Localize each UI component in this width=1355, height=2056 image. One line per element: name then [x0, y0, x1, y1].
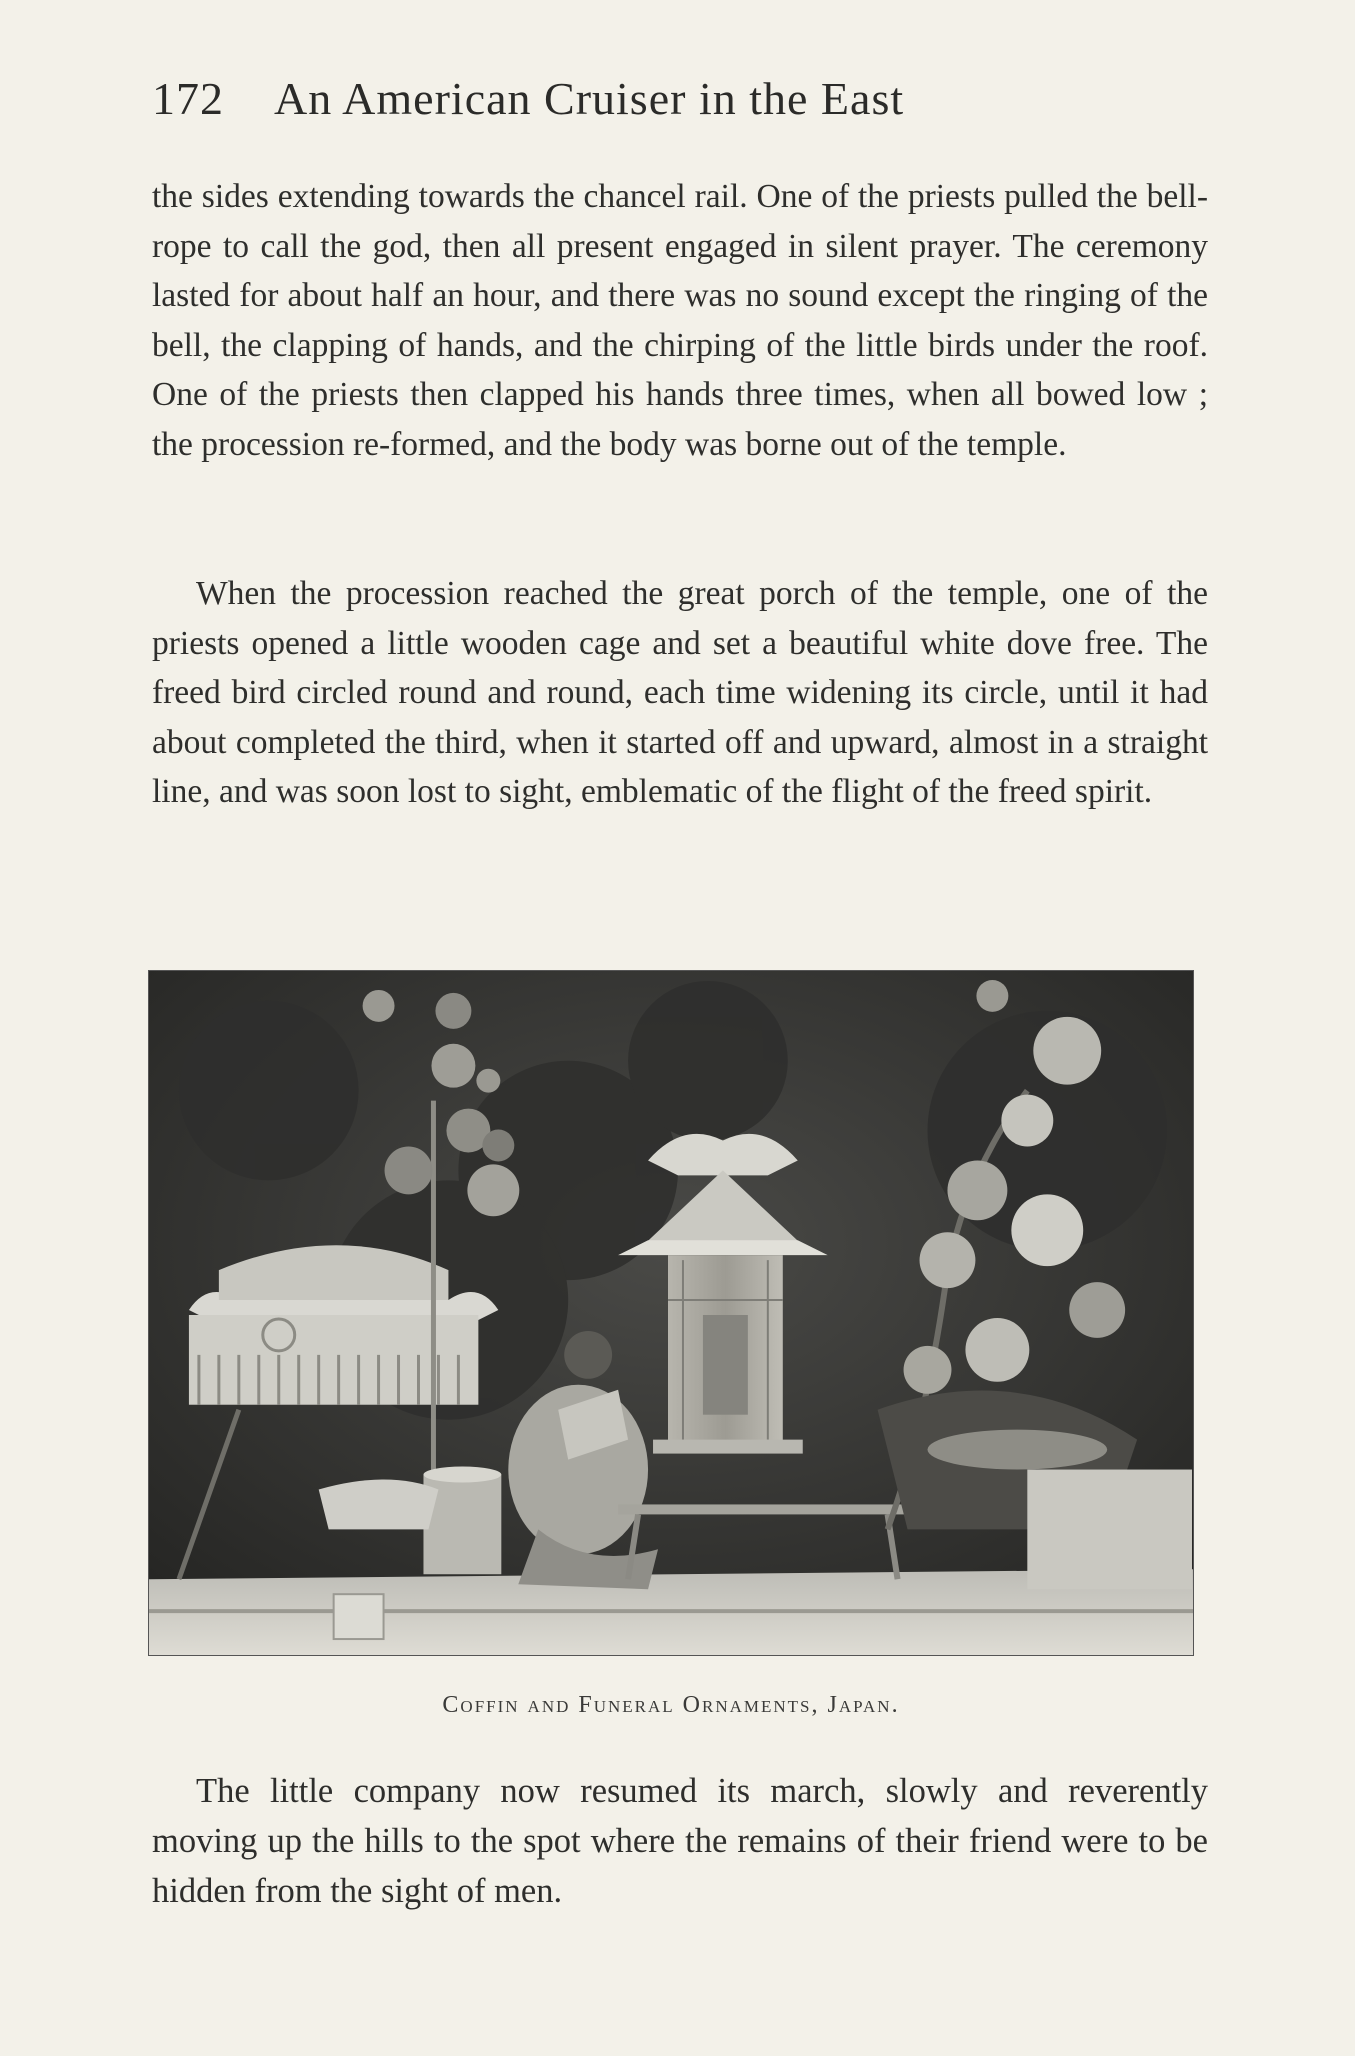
halftone-photograph	[149, 971, 1193, 1655]
paragraph-2: When the procession reached the great porch of the temple, one of the priests opened a little wooden cage and set a beautiful white dove free. The freed bird circled round and round, each time widening its circle, until it had about completed the third, when it started off and upward, almost in a straight line, and was soon lost to sight, emblematic of the flight of the freed spirit.	[152, 575, 1208, 811]
running-head	[152, 72, 1212, 142]
page-number: 172	[152, 73, 224, 124]
running-title: An American Cruiser in the East	[274, 73, 905, 124]
figure-caption: Coffin and Funeral Ornaments, Japan.	[442, 1692, 900, 1718]
photograph-coffin-and-ornaments	[148, 970, 1194, 1656]
paragraph-1: the sides extending towards the chancel rail. One of the priests pulled the bell-rope to call the god, then all present engaged in silent prayer. The ceremony lasted for about half an hour, and there was no sound except the ringing of the bell, the clapping of hands, and the chirping of the little birds under the roof. One of the priests then clapped his hands three times, when all bowed low ; the procession re-formed, and the body was borne out of the temple.	[152, 178, 1208, 463]
paragraph-march	[152, 1766, 1208, 1916]
paragraph-dove	[152, 569, 1208, 817]
paragraph-continued	[152, 172, 1208, 470]
paragraph-3: The little company now resumed its march, slowly and reverently moving up the hills to the spot where the remains of their friend were to be hidden from the sight of men.	[152, 1772, 1208, 1910]
